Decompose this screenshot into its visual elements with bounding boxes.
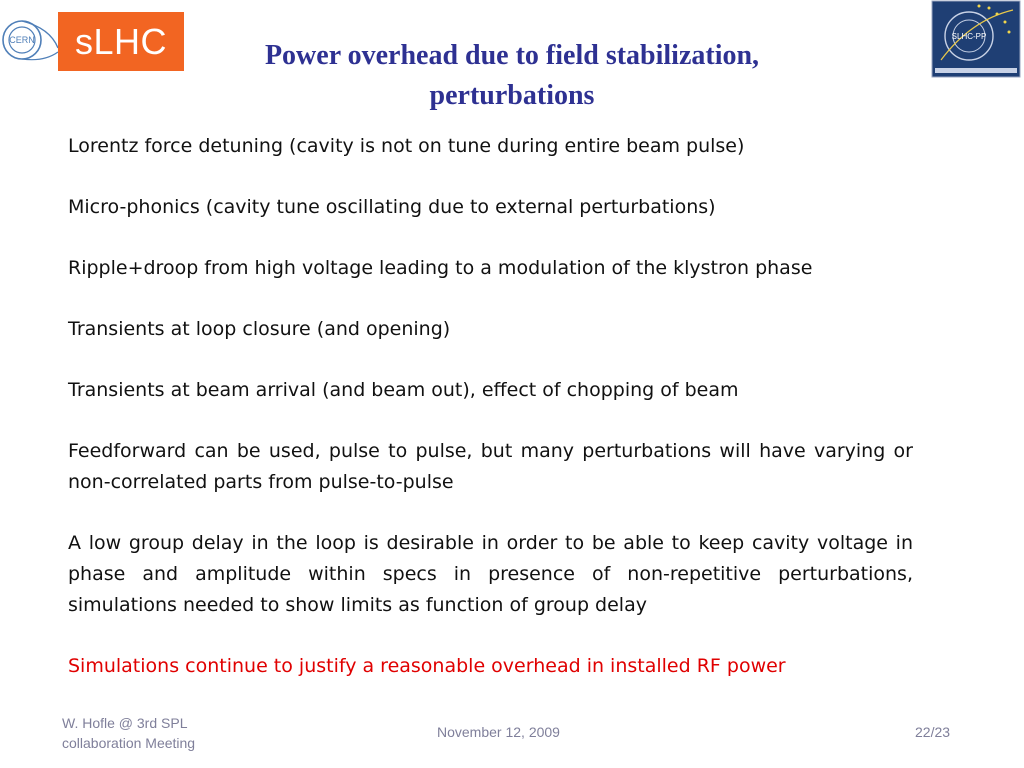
footer-author-line-2: collaboration Meeting (62, 735, 196, 751)
bullet-simulations-conclusion: Simulations continue to justify a reasonable overhead in installed RF power (68, 655, 786, 677)
slhc-pp-logo (931, 0, 1021, 78)
footer-page-number: 22/23 (915, 724, 951, 740)
content-body (68, 131, 913, 682)
slhc-badge (58, 12, 184, 71)
title-line-2: perturbations (429, 80, 595, 111)
bullet-beam-arrival: Transients at beam arrival (and beam out), effect of chopping of beam (68, 379, 739, 401)
slide-title (200, 36, 824, 116)
footer-date: November 12, 2009 (437, 724, 560, 740)
footer-author (62, 713, 282, 753)
bullet-ripple-droop: Ripple+droop from high voltage leading to a modulation of the klystron phase (68, 257, 813, 279)
bullet-feedforward: Feedforward can be used, pulse to pulse, but many perturbations will have varying or non-correlated parts from pulse-to-pulse (68, 440, 913, 493)
bullet-loop-closure: Transients at loop closure (and opening) (68, 318, 451, 340)
bullet-group-delay: A low group delay in the loop is desirable in order to be able to keep cavity voltage in phase and amplitude within specs in presence of non-repetitive perturbations, simulations needed to show limits as function of group delay (68, 532, 913, 616)
cern-logo (0, 8, 60, 72)
footer-author-line-1: W. Hofle @ 3rd SPL (62, 715, 188, 731)
bullet-microphonics: Micro-phonics (cavity tune oscillating due to external perturbations) (68, 196, 716, 218)
slhc-pp-logo-text: SLHC-PP (951, 32, 987, 41)
bullet-lorentz-detuning: Lorentz force detuning (cavity is not on tune during entire beam pulse) (68, 135, 745, 157)
slhc-badge-label: sLHC (74, 20, 168, 62)
cern-logo-text: CERN (9, 35, 35, 45)
title-line-1: Power overhead due to field stabilization, (264, 40, 760, 71)
